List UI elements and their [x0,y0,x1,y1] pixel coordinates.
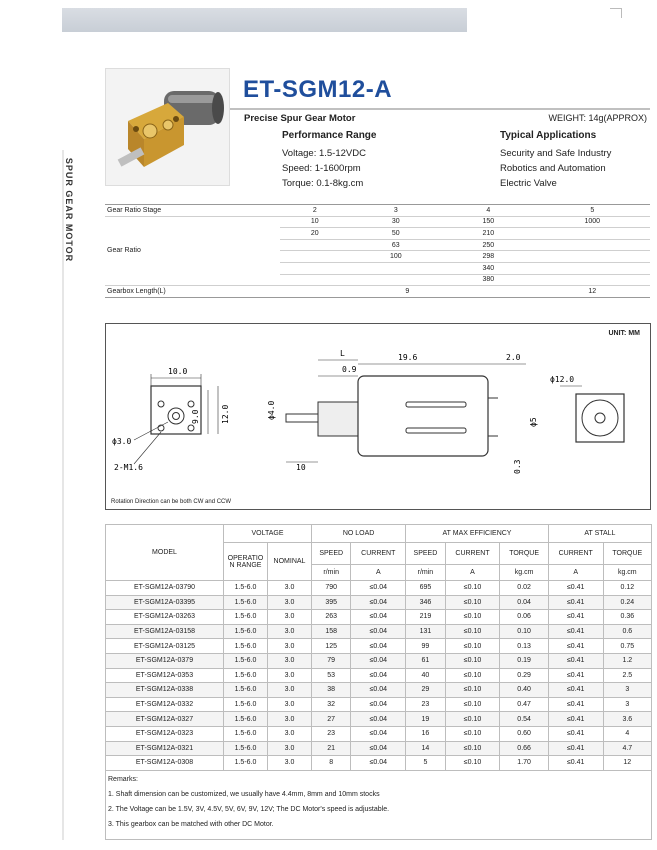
stage-cell: 4 [442,205,535,217]
spec-cell: 219 [406,610,445,625]
table-row [105,286,650,298]
spec-cell: 3.0 [268,683,312,698]
spec-cell: 3.0 [268,726,312,741]
spec-cell: 0.54 [500,712,548,727]
model-cell: ET-SGM12A-0353 [106,668,224,683]
side-tab [58,150,80,270]
spec-cell: 0.66 [500,741,548,756]
spec-cell: 0.04 [500,595,548,610]
spec-cell: 4 [603,726,651,741]
remark-item: 2. The Voltage can be 1.5V, 3V, 4.5V, 5V, 6V, 9V, 12V; The DC Motor's speed is adjustable. [108,806,390,813]
spec-cell: 1.5-6.0 [224,697,268,712]
drawing-canvas [106,324,652,511]
table-row [106,581,652,596]
spec-cell: ≤0.04 [351,712,406,727]
product-subtitle: Precise Spur Gear Motor [244,113,356,124]
model-cell: ET-SGM12A-03790 [106,581,224,596]
product-title: ET-SGM12-A [243,76,393,103]
model-cell: ET-SGM12A-0321 [106,741,224,756]
product-photo [105,68,230,186]
spec-cell: ≤0.10 [445,683,500,698]
unit-header: kg.cm [603,565,651,581]
dim-height-label: 9.0 [191,409,200,424]
voltage-header: VOLTAGE [224,525,312,543]
ratio-cell: 380 [442,274,535,286]
spec-cell: 12 [603,756,651,771]
model-cell: ET-SGM12A-0338 [106,683,224,698]
table-row [105,205,650,217]
unit-header: r/min [312,565,351,581]
spec-cell: 0.6 [603,624,651,639]
spec-cell: ≤0.41 [548,595,603,610]
spec-cell: ≤0.41 [548,712,603,727]
ratio-cell: 20 [280,228,350,240]
spec-cell: 4.7 [603,741,651,756]
spec-cell: ≤0.10 [445,741,500,756]
spec-cell: 3.0 [268,624,312,639]
spec-cell: 53 [312,668,351,683]
spec-cell: ≤0.04 [351,624,406,639]
side-tab-label: SPUR GEAR MOTOR [64,157,74,263]
spec-cell: ≤0.10 [445,697,500,712]
spec-cell: 1.5-6.0 [224,756,268,771]
unit-header: A [445,565,500,581]
spec-cell: 3.6 [603,712,651,727]
dim-gap-label: 0.9 [342,365,357,374]
table-row [106,683,652,698]
spec-cell: 0.29 [500,668,548,683]
ratio-cell: 10 [280,216,350,228]
spec-cell: 1.5-6.0 [224,639,268,654]
stall-header: AT STALL [548,525,651,543]
ratio-cell: 100 [350,251,443,263]
spec-cell: 0.06 [500,610,548,625]
table-row [106,668,652,683]
spec-cell: 790 [312,581,351,596]
spec-cell: 32 [312,697,351,712]
applications-title: Typical Applications [500,130,597,141]
spec-cell: ≤0.10 [445,756,500,771]
spec-cell: 3.0 [268,756,312,771]
model-cell: ET-SGM12A-0323 [106,726,224,741]
spec-cell: ≤0.04 [351,741,406,756]
model-cell: ET-SGM12A-0332 [106,697,224,712]
spec-cell: ≤0.04 [351,610,406,625]
title-rule [230,108,650,110]
spec-cell: 5 [406,756,445,771]
spec-cell: ≤0.04 [351,697,406,712]
table-row [106,697,652,712]
spec-cell: 0.12 [603,581,651,596]
spec-cell: 3.0 [268,712,312,727]
ratio-cell [350,262,443,274]
spec-cell: 23 [312,726,351,741]
model-cell: ET-SGM12A-0327 [106,712,224,727]
spec-cell: 346 [406,595,445,610]
performance-torque: Torque: 0.1-8kg.cm [282,178,364,189]
model-cell: ET-SGM12A-03158 [106,624,224,639]
ratio-cell [535,228,650,240]
spec-cell: 3.0 [268,653,312,668]
spec-cell: 1.5-6.0 [224,683,268,698]
spec-cell: 40 [406,668,445,683]
performance-title: Performance Range [282,130,377,141]
spec-cell: 0.75 [603,639,651,654]
ratio-cell [535,251,650,263]
spec-cell: 0.24 [603,595,651,610]
ratio-cell: 150 [442,216,535,228]
spec-cell: 1.5-6.0 [224,653,268,668]
current-header: CURRENT [351,543,406,565]
spec-cell: 3.0 [268,639,312,654]
spec-cell: 27 [312,712,351,727]
spec-cell: ≤0.04 [351,683,406,698]
spec-cell: 19 [406,712,445,727]
table-row [106,741,652,756]
operation-range-header: OPERATIO N RANGE [224,543,268,581]
spec-cell: 21 [312,741,351,756]
dim-shaft-length-label: 10 [296,463,306,472]
spec-cell: ≤0.41 [548,668,603,683]
spec-cell: 158 [312,624,351,639]
spec-cell: 61 [406,653,445,668]
spec-cell: ≤0.41 [548,653,603,668]
ratio-cell [535,274,650,286]
crop-mark [610,8,622,18]
spec-cell: 1.5-6.0 [224,624,268,639]
spec-cell: 1.5-6.0 [224,726,268,741]
spec-cell: 23 [406,697,445,712]
spec-cell: ≤0.04 [351,653,406,668]
dim-length-label: L [340,349,345,358]
weight-label: WEIGHT: 14g(APPROX) [548,113,647,123]
table-row [106,595,652,610]
ratio-cell [280,262,350,274]
dim-diameter-label: ϕ12.0 [550,375,575,384]
spec-cell: 16 [406,726,445,741]
spec-cell: 38 [312,683,351,698]
spec-cell: ≤0.41 [548,624,603,639]
spec-cell: 3.0 [268,697,312,712]
spec-cell: 1.5-6.0 [224,712,268,727]
header-band [62,8,467,32]
stage-cell: 5 [535,205,650,217]
table-row [106,639,652,654]
dimension-drawing [105,323,651,510]
table-row [106,756,652,771]
dim-height-label: 12.0 [221,404,230,424]
spec-cell: 1.5-6.0 [224,581,268,596]
spec-cell: 0.36 [603,610,651,625]
spec-cell: 0.47 [500,697,548,712]
gear-ratio-stage-label: Gear Ratio Stage [105,205,280,217]
length-cell: 9 [280,286,535,298]
spec-cell: 131 [406,624,445,639]
spec-cell: ≤0.04 [351,581,406,596]
spec-cell: 1.5-6.0 [224,610,268,625]
spec-cell: ≤0.10 [445,610,500,625]
spec-cell: 125 [312,639,351,654]
nominal-header: NOMINAL [268,543,312,581]
spec-cell: 1.2 [603,653,651,668]
dim-thickness-label: 0.3 [513,459,522,474]
spec-cell: ≤0.04 [351,668,406,683]
application-item: Electric Valve [500,178,557,189]
unit-header: A [351,565,406,581]
table-row [106,726,652,741]
ratio-cell [280,239,350,251]
spec-cell: 29 [406,683,445,698]
table-row [106,624,652,639]
stage-cell: 2 [280,205,350,217]
spec-cell: ≤0.41 [548,756,603,771]
remark-item: 3. This gearbox can be matched with other DC Motor. [108,821,274,828]
dim-width-label: 10.0 [168,367,188,376]
ratio-cell: 210 [442,228,535,240]
max-efficiency-header: AT MAX EFFICIENCY [406,525,549,543]
ratio-cell [280,274,350,286]
performance-speed: Speed: 1-1600rpm [282,163,361,174]
model-cell: ET-SGM12A-0308 [106,756,224,771]
spec-cell: 395 [312,595,351,610]
spec-cell: 14 [406,741,445,756]
ratio-cell [350,274,443,286]
speed-header: SPEED [312,543,351,565]
spec-cell: 0.10 [500,624,548,639]
model-header: MODEL [106,525,224,581]
remarks-title: Remarks: [108,776,138,783]
gear-ratio-label: Gear Ratio [105,216,280,286]
performance-voltage: Voltage: 1.5-12VDC [282,148,366,159]
spec-cell: ≤0.04 [351,639,406,654]
spec-cell: ≤0.04 [351,595,406,610]
spec-cell: ≤0.41 [548,741,603,756]
spec-cell: 1.70 [500,756,548,771]
ratio-cell: 50 [350,228,443,240]
model-cell: ET-SGM12A-03263 [106,610,224,625]
spec-cell: 1.5-6.0 [224,668,268,683]
spec-cell: 263 [312,610,351,625]
spec-cell: 3 [603,697,651,712]
spec-cell: 3.0 [268,610,312,625]
spec-cell: 99 [406,639,445,654]
spec-cell: 3.0 [268,741,312,756]
spec-cell: 8 [312,756,351,771]
ratio-cell: 30 [350,216,443,228]
table-row [105,216,650,228]
remark-item: 1. Shaft dimension can be customized, we usually have 4.4mm, 8mm and 10mm stocks [108,791,380,798]
ratio-cell: 63 [350,239,443,251]
spec-cell: 0.19 [500,653,548,668]
stage-cell: 3 [350,205,443,217]
spec-cell: 695 [406,581,445,596]
spec-cell: 0.13 [500,639,548,654]
ratio-cell: 250 [442,239,535,251]
unit-label: UNIT: MM [608,330,640,337]
spec-cell: ≤0.10 [445,639,500,654]
application-item: Robotics and Automation [500,163,606,174]
current-header: CURRENT [445,543,500,565]
dim-terminal-label: 2.0 [506,353,521,362]
spec-cell: 0.60 [500,726,548,741]
gear-ratio-table [105,204,650,298]
ratio-cell: 298 [442,251,535,263]
spec-cell: ≤0.41 [548,639,603,654]
spec-cell: 0.02 [500,581,548,596]
unit-header: r/min [406,565,445,581]
spec-cell: ≤0.41 [548,683,603,698]
spec-cell: ≤0.10 [445,581,500,596]
table-row [106,653,652,668]
spec-cell: 79 [312,653,351,668]
unit-header: kg.cm [500,565,548,581]
ratio-cell [535,262,650,274]
table-row [106,712,652,727]
spec-cell: 1.5-6.0 [224,595,268,610]
dim-motor-length-label: 19.6 [398,353,418,362]
no-load-header: NO LOAD [312,525,406,543]
length-cell: 12 [535,286,650,298]
spec-cell: ≤0.10 [445,712,500,727]
dim-hole-label: ϕ3.0 [112,437,132,446]
speed-header: SPEED [406,543,445,565]
spec-cell: ≤0.41 [548,610,603,625]
spec-cell: ≤0.10 [445,668,500,683]
ratio-cell [280,251,350,263]
current-header: CURRENT [548,543,603,565]
remarks [105,770,652,840]
spec-cell: ≤0.41 [548,581,603,596]
model-cell: ET-SGM12A-03125 [106,639,224,654]
specification-table [105,524,652,771]
specification-rows [106,581,652,771]
dim-can-label: ϕ5 [529,417,538,427]
spec-cell: ≤0.10 [445,624,500,639]
ratio-cell: 1000 [535,216,650,228]
ratio-cell: 340 [442,262,535,274]
spec-cell: 2.5 [603,668,651,683]
torque-header: TORQUE [500,543,548,565]
gearbox-length-label: Gearbox Length(L) [105,286,280,298]
spec-cell: 3.0 [268,581,312,596]
spec-cell: 1.5-6.0 [224,741,268,756]
spec-cell: 3.0 [268,595,312,610]
rotation-note: Rotation Direction can be both CW and CCW [111,499,232,505]
spec-cell: ≤0.10 [445,653,500,668]
spec-cell: ≤0.10 [445,726,500,741]
table-row [106,610,652,625]
model-cell: ET-SGM12A-03395 [106,595,224,610]
spec-cell: ≤0.41 [548,726,603,741]
dim-shaft-label: ϕ4.0 [267,400,276,420]
spec-cell: 3 [603,683,651,698]
spec-cell: 3.0 [268,668,312,683]
spec-cell: ≤0.04 [351,726,406,741]
application-item: Security and Safe Industry [500,148,612,159]
dim-thread-label: 2-M1.6 [114,463,143,472]
spec-cell: ≤0.41 [548,697,603,712]
table-header-row [106,525,652,543]
torque-header: TORQUE [603,543,651,565]
unit-header: A [548,565,603,581]
spec-cell: ≤0.04 [351,756,406,771]
spec-cell: 0.40 [500,683,548,698]
spec-cell: ≤0.10 [445,595,500,610]
ratio-cell [535,239,650,251]
model-cell: ET-SGM12A-0379 [106,653,224,668]
